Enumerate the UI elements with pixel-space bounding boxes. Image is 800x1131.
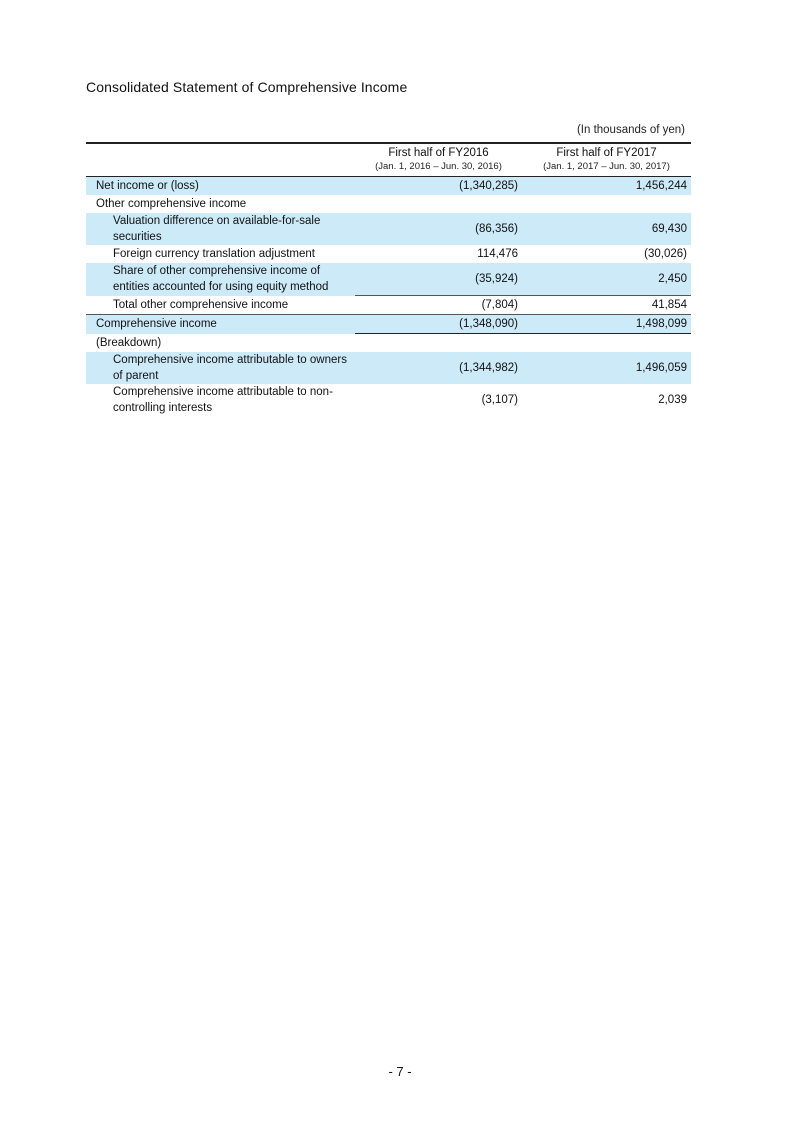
row-label: Foreign currency translation adjustment (113, 248, 315, 260)
value-fy2016: (1,348,090) (355, 315, 522, 334)
column-label-fy2017: First half of FY2017 (556, 147, 657, 159)
row-label: Comprehensive income attributable to owners of parent (86, 352, 355, 384)
table-row (86, 245, 691, 263)
row-label: Comprehensive income (86, 315, 355, 334)
table-row (86, 195, 691, 213)
value-fy2017: 2,039 (658, 394, 687, 406)
column-period-fy2017: (Jan. 1, 2017 – Jun. 30, 2017) (543, 161, 670, 172)
table-row (86, 177, 691, 196)
value-fy2017: 1,498,099 (522, 315, 691, 334)
table-row (86, 213, 691, 245)
row-label: (Breakdown) (96, 336, 162, 349)
unit-note: (In thousands of yen) (576, 124, 685, 136)
value-fy2017: (30,026) (644, 248, 687, 260)
page-number: - 7 - (388, 1064, 412, 1079)
column-label-fy2016: First half of FY2016 (388, 147, 489, 159)
table-row-subtotal (86, 296, 691, 315)
value-fy2017: 1,456,244 (522, 177, 691, 196)
row-label: Share of other comprehensive income of entities accounted for using equity method (86, 263, 355, 296)
column-header-fy2016 (355, 144, 522, 177)
value-fy2016: (7,804) (355, 296, 522, 315)
comprehensive-income-table (86, 142, 691, 416)
table-row (86, 263, 691, 296)
table-header-row (86, 144, 691, 177)
value-fy2017 (522, 195, 691, 213)
value-fy2017: 41,854 (522, 296, 691, 315)
value-fy2016 (355, 334, 522, 353)
row-label: Total other comprehensive income (113, 298, 289, 311)
value-fy2016: (1,340,285) (355, 177, 522, 196)
value-fy2017: 1,496,059 (522, 352, 691, 384)
statement-title: Consolidated Statement of Comprehensive Income (86, 79, 408, 95)
value-fy2017: 2,450 (522, 263, 691, 296)
value-fy2017: 69,430 (522, 213, 691, 245)
row-label: Other comprehensive income (96, 198, 247, 210)
value-fy2016: 114,476 (477, 248, 518, 260)
row-label: Net income or (loss) (86, 177, 355, 196)
table-row-total (86, 315, 691, 334)
table-row (86, 384, 691, 416)
column-period-fy2016: (Jan. 1, 2016 – Jun. 30, 2016) (375, 161, 502, 172)
value-fy2016: (1,344,982) (355, 352, 522, 384)
value-fy2016 (355, 195, 522, 213)
column-header-fy2017 (522, 144, 691, 177)
header-blank-cell (86, 144, 355, 177)
value-fy2017 (522, 334, 691, 353)
table-row (86, 352, 691, 384)
value-fy2016: (86,356) (355, 213, 522, 245)
table-row (86, 334, 691, 353)
value-fy2016: (35,924) (355, 263, 522, 296)
row-label: Comprehensive income attributable to non-controlling interests (113, 386, 333, 414)
row-label: Valuation difference on available-for-sale securities (86, 213, 355, 245)
value-fy2016: (3,107) (481, 394, 518, 406)
